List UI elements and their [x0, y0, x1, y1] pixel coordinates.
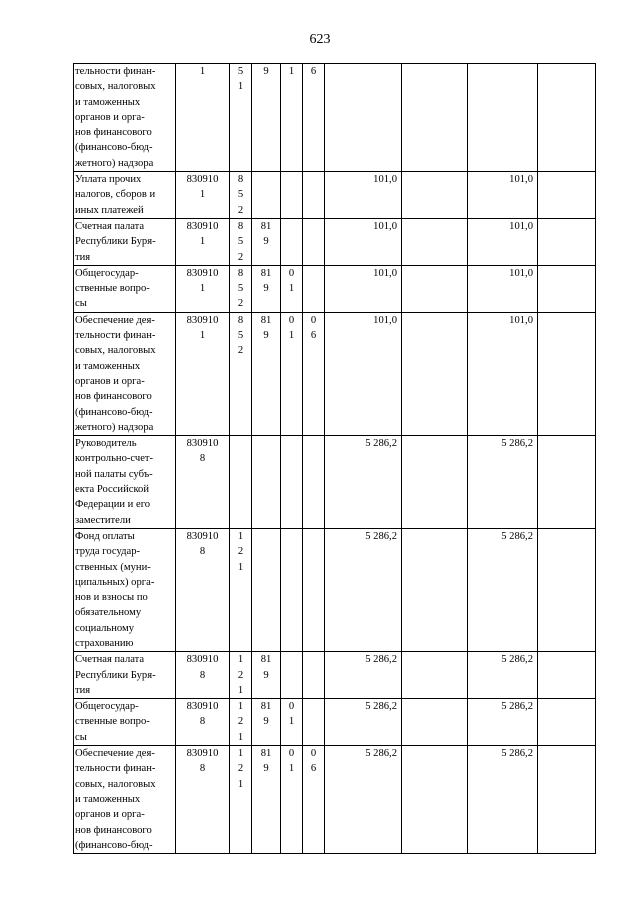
cell-text: 5 286,2 — [501, 438, 533, 450]
cell-vr — [230, 218, 252, 265]
cell-grbs — [252, 652, 281, 699]
cell-rz — [281, 436, 303, 529]
cell-pr — [303, 172, 325, 219]
cell-text: 81 9 — [260, 748, 272, 775]
cell-a3 — [468, 265, 538, 312]
cell-a4 — [538, 64, 596, 172]
cell-vr — [230, 265, 252, 312]
cell-name — [74, 652, 176, 699]
cell-a4 — [538, 699, 596, 746]
cell-text: Счетная палата Республики Буря- тия — [75, 220, 156, 263]
cell-text: 101,0 — [509, 220, 533, 232]
cell-code — [176, 528, 230, 651]
cell-text: 830910 1 — [186, 220, 219, 248]
cell-grbs — [252, 436, 281, 529]
cell-a4 — [538, 218, 596, 265]
cell-text: 5 286,2 — [365, 701, 397, 713]
cell-name — [74, 172, 176, 219]
cell-a3 — [468, 64, 538, 172]
cell-a3 — [468, 312, 538, 435]
cell-vr — [230, 436, 252, 529]
cell-text: 5 286,2 — [501, 530, 533, 542]
cell-text: 830910 8 — [186, 701, 219, 728]
cell-text: Счетная палата Республики Буря- тия — [75, 654, 156, 696]
cell-a3 — [468, 172, 538, 219]
cell-text: 8 5 2 — [237, 174, 244, 216]
cell-text: Уплата прочих налогов, сборов и иных платежей — [75, 174, 156, 216]
cell-a3 — [468, 528, 538, 651]
cell-code — [176, 172, 230, 219]
cell-rz — [281, 265, 303, 312]
cell-text: 81 9 — [260, 314, 272, 342]
cell-text: Обеспечение дея- тельности финан- совых, налоговых и таможенных органов и орга- нов финансового (финансово-бюд- — [75, 748, 156, 851]
cell-text: 5 286,2 — [501, 654, 533, 666]
cell-a2 — [402, 699, 468, 746]
cell-text: 0 6 — [310, 314, 317, 342]
cell-a3 — [468, 436, 538, 529]
table-row — [74, 652, 596, 699]
cell-grbs — [252, 528, 281, 651]
cell-text: 830910 8 — [186, 438, 219, 465]
cell-text: 0 1 — [288, 701, 295, 728]
cell-text: Руководитель контрольно-счет- ной палаты субъ- екта Российской Федерации и его заместители — [75, 438, 154, 526]
table-row — [74, 265, 596, 312]
cell-code — [176, 746, 230, 854]
cell-text: 830910 8 — [186, 530, 219, 558]
cell-text: 6 — [310, 66, 317, 77]
cell-text: 8 5 2 — [237, 314, 244, 357]
cell-vr — [230, 528, 252, 651]
cell-pr — [303, 699, 325, 746]
cell-text: 101,0 — [373, 174, 397, 186]
cell-text: 0 1 — [288, 748, 295, 775]
cell-a2 — [402, 436, 468, 529]
cell-name — [74, 699, 176, 746]
cell-a3 — [468, 746, 538, 854]
cell-a4 — [538, 436, 596, 529]
cell-a4 — [538, 172, 596, 219]
table-row — [74, 746, 596, 854]
cell-rz — [281, 699, 303, 746]
cell-text: 5 286,2 — [365, 654, 397, 666]
cell-name — [74, 312, 176, 435]
cell-code — [176, 265, 230, 312]
cell-text: Обеспечение дея- тельности финан- совых, налоговых и таможенных органов и орга- нов финансового (финансово-бюд- жетного) надзора — [75, 314, 156, 433]
cell-text: Общегосудар- ственные вопро- сы — [75, 701, 150, 743]
cell-a2 — [402, 218, 468, 265]
cell-a1 — [325, 528, 402, 651]
cell-name — [74, 436, 176, 529]
cell-text: 8 5 2 — [237, 267, 244, 310]
cell-text: 101,0 — [509, 267, 533, 279]
table-row — [74, 64, 596, 172]
cell-grbs — [252, 746, 281, 854]
table-row — [74, 528, 596, 651]
table-row — [74, 172, 596, 219]
cell-pr — [303, 528, 325, 651]
cell-rz — [281, 172, 303, 219]
cell-vr — [230, 652, 252, 699]
cell-a1 — [325, 172, 402, 219]
cell-pr — [303, 265, 325, 312]
cell-vr — [230, 64, 252, 172]
table-row — [74, 699, 596, 746]
cell-rz — [281, 64, 303, 172]
cell-text: 1 2 1 — [237, 748, 244, 790]
cell-text: 1 — [199, 66, 206, 77]
cell-a1 — [325, 265, 402, 312]
cell-name — [74, 265, 176, 312]
cell-a1 — [325, 652, 402, 699]
cell-a3 — [468, 652, 538, 699]
cell-code — [176, 312, 230, 435]
cell-text: 101,0 — [373, 314, 397, 326]
cell-text: Общегосудар- ственные вопро- сы — [75, 267, 150, 310]
cell-code — [176, 436, 230, 529]
cell-text: 1 2 1 — [237, 530, 244, 573]
cell-name — [74, 746, 176, 854]
cell-a4 — [538, 312, 596, 435]
cell-a2 — [402, 64, 468, 172]
cell-text: 81 9 — [260, 267, 272, 295]
table-row — [74, 436, 596, 529]
cell-vr — [230, 746, 252, 854]
cell-code — [176, 218, 230, 265]
cell-code — [176, 699, 230, 746]
cell-text: 0 1 — [288, 314, 295, 342]
cell-text: 1 2 1 — [237, 654, 244, 696]
cell-text: 830910 8 — [186, 748, 219, 775]
cell-text: Фонд оплаты труда государ- ственных (муни- ципальных) орга- нов и взносы по обязательному социальному страхованию — [75, 530, 155, 649]
cell-a2 — [402, 746, 468, 854]
cell-a1 — [325, 436, 402, 529]
cell-name — [74, 218, 176, 265]
cell-text: 101,0 — [373, 220, 397, 232]
cell-text: 830910 8 — [186, 654, 219, 681]
cell-a2 — [402, 312, 468, 435]
cell-text: 101,0 — [509, 314, 533, 326]
cell-pr — [303, 652, 325, 699]
cell-text: 5 286,2 — [365, 748, 397, 760]
cell-text: 5 286,2 — [501, 701, 533, 713]
cell-pr — [303, 218, 325, 265]
cell-rz — [281, 746, 303, 854]
cell-grbs — [252, 64, 281, 172]
cell-text: 830910 1 — [186, 267, 219, 295]
cell-grbs — [252, 312, 281, 435]
cell-text: 101,0 — [373, 267, 397, 279]
cell-vr — [230, 699, 252, 746]
cell-text: тельности финан- совых, налоговых и таможенных органов и орга- нов финансового (финансово-бюд- жетного) надзора — [75, 66, 156, 169]
cell-rz — [281, 218, 303, 265]
cell-grbs — [252, 218, 281, 265]
cell-text: 81 9 — [260, 654, 272, 681]
cell-text: 9 — [263, 66, 269, 77]
cell-rz — [281, 652, 303, 699]
cell-grbs — [252, 699, 281, 746]
cell-a1 — [325, 64, 402, 172]
cell-pr — [303, 436, 325, 529]
cell-text: 830910 1 — [186, 314, 219, 342]
cell-a4 — [538, 746, 596, 854]
page-number: 623 — [309, 32, 331, 47]
cell-a2 — [402, 652, 468, 699]
cell-a4 — [538, 265, 596, 312]
cell-grbs — [252, 265, 281, 312]
cell-text: 81 9 — [260, 701, 272, 728]
cell-code — [176, 64, 230, 172]
cell-name — [74, 528, 176, 651]
cell-a2 — [402, 172, 468, 219]
cell-text: 0 1 — [288, 267, 295, 295]
cell-a4 — [538, 528, 596, 651]
cell-text: 5 286,2 — [501, 748, 533, 760]
cell-text: 830910 1 — [186, 174, 219, 201]
cell-pr — [303, 746, 325, 854]
cell-vr — [230, 312, 252, 435]
cell-a1 — [325, 218, 402, 265]
cell-text: 5 1 — [237, 66, 244, 93]
cell-a2 — [402, 528, 468, 651]
cell-rz — [281, 528, 303, 651]
table-row — [74, 218, 596, 265]
cell-a1 — [325, 746, 402, 854]
cell-text: 5 286,2 — [365, 438, 397, 450]
cell-pr — [303, 64, 325, 172]
cell-grbs — [252, 172, 281, 219]
cell-text: 101,0 — [509, 174, 533, 186]
cell-a4 — [538, 652, 596, 699]
cell-code — [176, 652, 230, 699]
cell-text: 0 6 — [310, 748, 317, 775]
cell-a3 — [468, 218, 538, 265]
cell-text: 1 2 1 — [237, 701, 244, 743]
cell-a3 — [468, 699, 538, 746]
cell-text: 81 9 — [260, 220, 272, 248]
cell-name — [74, 64, 176, 172]
cell-a2 — [402, 265, 468, 312]
cell-rz — [281, 312, 303, 435]
cell-text: 5 286,2 — [365, 530, 397, 542]
cell-vr — [230, 172, 252, 219]
cell-text: 1 — [288, 66, 295, 77]
budget-table — [73, 63, 596, 854]
cell-a1 — [325, 312, 402, 435]
cell-text: 8 5 2 — [237, 220, 244, 263]
cell-pr — [303, 312, 325, 435]
table-row — [74, 312, 596, 435]
cell-a1 — [325, 699, 402, 746]
